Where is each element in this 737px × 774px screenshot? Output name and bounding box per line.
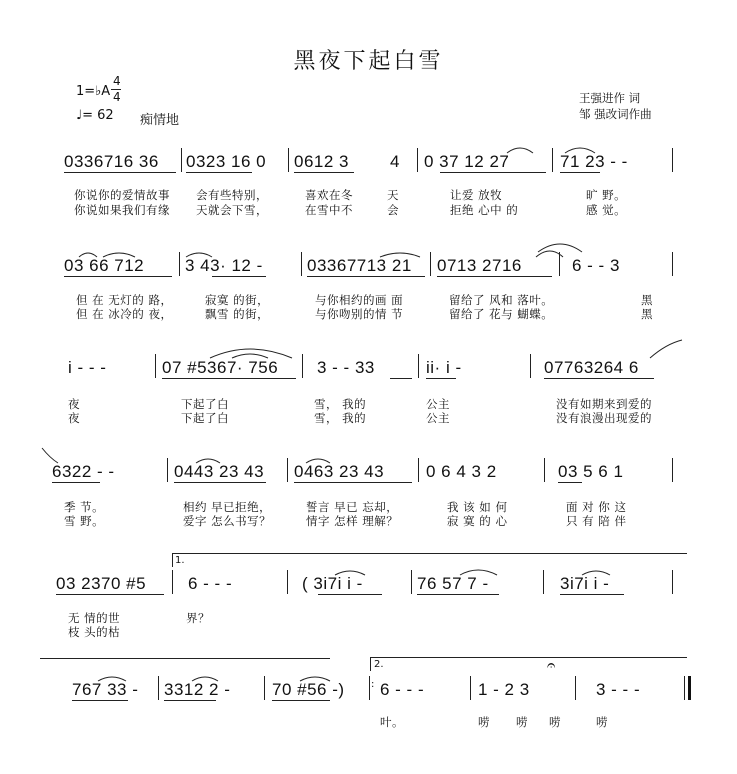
slur <box>507 148 533 153</box>
lyric-line: 夜 <box>68 397 80 411</box>
slur <box>650 340 682 358</box>
slur <box>565 148 595 153</box>
expression-marking: 痴情地 <box>140 113 180 128</box>
measure-2: 07 #5367· 756 <box>162 358 279 377</box>
lyric-line: 枝 头的枯 <box>68 625 121 639</box>
slur <box>380 253 420 257</box>
measure-3: 03367713 21 <box>307 256 412 275</box>
lyric-line: 下起了白 <box>181 397 229 411</box>
measure-2: 3312 2 - <box>164 680 231 699</box>
lyric-line: 雪， 我的 <box>314 411 367 425</box>
slur <box>232 354 268 358</box>
lyric-line: 爱字 怎么书写？ <box>183 514 272 528</box>
measure-4: 76 57 7 - <box>417 574 489 593</box>
lyric-line: 你说如果我们有缘 <box>74 203 170 217</box>
lyric-line: 黑 <box>641 307 653 321</box>
measure-5: 3i7i i - <box>560 574 610 593</box>
measure-1: 6322 - - <box>52 462 115 481</box>
measure-6: 3 - - - <box>596 680 641 699</box>
measure-3: 0463 23 43 <box>294 462 385 481</box>
lyric-line: 寂寞 的街， <box>205 293 270 307</box>
measure-3: ( 3i7i i - <box>302 574 363 593</box>
measure-2: 0323 16 0 <box>186 152 267 171</box>
time-signature-bottom: 4 <box>113 90 121 104</box>
lyric-line: 只 有 陪 伴 <box>566 514 627 528</box>
lyric-line: 黑 <box>641 293 653 307</box>
credit-music: 邹 强改词作曲 <box>579 107 652 121</box>
lyric-line: 相约 早已拒绝， <box>183 500 272 514</box>
measure-1: 0336716 36 <box>64 152 159 171</box>
measure-2: 0443 23 43 <box>174 462 265 481</box>
lyric-line: 喜欢在冬 <box>305 188 353 202</box>
lyric-line: 无 情的世 <box>68 611 121 625</box>
measure-5: 6 - - 3 <box>572 256 620 275</box>
measure-5: 07763264 6 <box>544 358 639 377</box>
measure-4: 0 37 12 27 <box>424 152 510 171</box>
slur <box>103 253 135 257</box>
slur <box>582 571 610 575</box>
slur <box>335 571 365 575</box>
measure-1: i - - - <box>68 358 107 377</box>
volta-number: 2. <box>374 659 384 670</box>
time-signature-top: 4 <box>113 74 121 88</box>
measure-5: 1 - 2 3 <box>478 680 530 699</box>
slur <box>196 459 220 463</box>
lyric-line: 雪 野。 <box>64 514 105 528</box>
measure-4: 6 - - - <box>380 680 425 699</box>
lyric-line: 拒绝 心中 的 <box>450 203 519 217</box>
slur <box>42 448 58 463</box>
lyric-line: 寂 寞 的 心 <box>447 514 508 528</box>
fermata-icon: 𝄐 <box>547 656 556 674</box>
measure-5: 03 5 6 1 <box>558 462 624 481</box>
slur <box>538 244 582 252</box>
lyric-line: 界？ <box>186 611 210 625</box>
measure-1: 767 33 - <box>72 680 139 699</box>
measure-3: 3 - - 33 <box>317 358 375 377</box>
lyric-line: 季 节。 <box>64 500 105 514</box>
lyric-line: 夜 <box>68 411 80 425</box>
measure-4: 0 6 4 3 2 <box>426 462 497 481</box>
measure-4: ii· i - <box>426 358 462 377</box>
lyric-line: 但 在 无灯的 路， <box>76 293 173 307</box>
lyric-line: 在雪中不 <box>305 203 353 217</box>
lyric-line: 叶。 <box>380 715 404 729</box>
measure-3: 70 #56 -) <box>272 680 345 699</box>
credit-lyrics: 王强进作 词 <box>579 91 641 105</box>
lyric-line: 但 在 冰冷的 夜， <box>76 307 173 321</box>
lyric-line: 雪， 我的 <box>314 397 367 411</box>
slur <box>79 253 97 257</box>
lyric-line: 誓言 早已 忘却， <box>306 500 399 514</box>
slur <box>306 459 330 463</box>
lyric-line: 让爱 放牧 <box>450 188 503 202</box>
lyric-line: 与你吻别的情 节 <box>315 307 404 321</box>
measure-5: 71 23 - - <box>560 152 628 171</box>
lyric-line: 唠 <box>516 715 528 729</box>
lyric-line: 唠 <box>549 715 561 729</box>
lyric-line: 公主 <box>426 397 450 411</box>
lyric-line: 天 <box>387 188 399 202</box>
lyric-line: 留给了 花与 蝴蝶。 <box>449 307 554 321</box>
lyric-line: 感 觉。 <box>586 203 627 217</box>
measure-2: 6 - - - <box>188 574 233 593</box>
key-signature: 1=♭A <box>76 84 111 99</box>
slur <box>536 251 563 257</box>
lyric-line: 我 该 如 何 <box>447 500 508 514</box>
tempo-marking: ♩= 62 <box>76 108 114 123</box>
lyric-line: 天就会下雪， <box>196 203 268 217</box>
measure-4: 0713 2716 <box>437 256 522 275</box>
lyric-line: 旷 野。 <box>586 188 627 202</box>
measure-3b: 4 <box>390 152 400 171</box>
slur <box>210 349 292 358</box>
lyric-line: 下起了白 <box>181 411 229 425</box>
lyric-line: 公主 <box>426 411 450 425</box>
volta-number: 1. <box>175 555 185 566</box>
measure-2: 3 43· 12 - <box>185 256 263 275</box>
slur <box>186 253 212 257</box>
lyric-line: 没有如期来到爱的 <box>556 397 652 411</box>
lyric-line: 面 对 你 这 <box>566 500 627 514</box>
measure-3a: 0612 3 <box>294 152 349 171</box>
lyric-line: 会有些特别， <box>196 188 268 202</box>
lyric-line: 没有浪漫出现爱的 <box>556 411 652 425</box>
slur <box>300 677 330 681</box>
lyric-line: 情字 怎样 理解？ <box>306 514 399 528</box>
repeat-dots-icon: : <box>371 679 375 690</box>
slur <box>460 570 497 575</box>
measure-1: 03 66 712 <box>64 256 145 275</box>
measure-1: 03 2370 #5 <box>56 574 147 593</box>
lyric-line: 你说你的爱情故事 <box>74 188 170 202</box>
slur <box>192 677 218 681</box>
lyric-line: 飘雪 的街， <box>205 307 270 321</box>
lyric-line: 留给了 风和 落叶。 <box>449 293 554 307</box>
lyric-line: 唠 <box>478 715 490 729</box>
lyric-line: 与你相约的画 面 <box>315 293 404 307</box>
song-title: 黑夜下起白雪 <box>293 49 444 74</box>
lyric-line: 会 <box>387 203 399 217</box>
lyric-line: 唠 <box>596 715 608 729</box>
slur <box>98 677 126 681</box>
